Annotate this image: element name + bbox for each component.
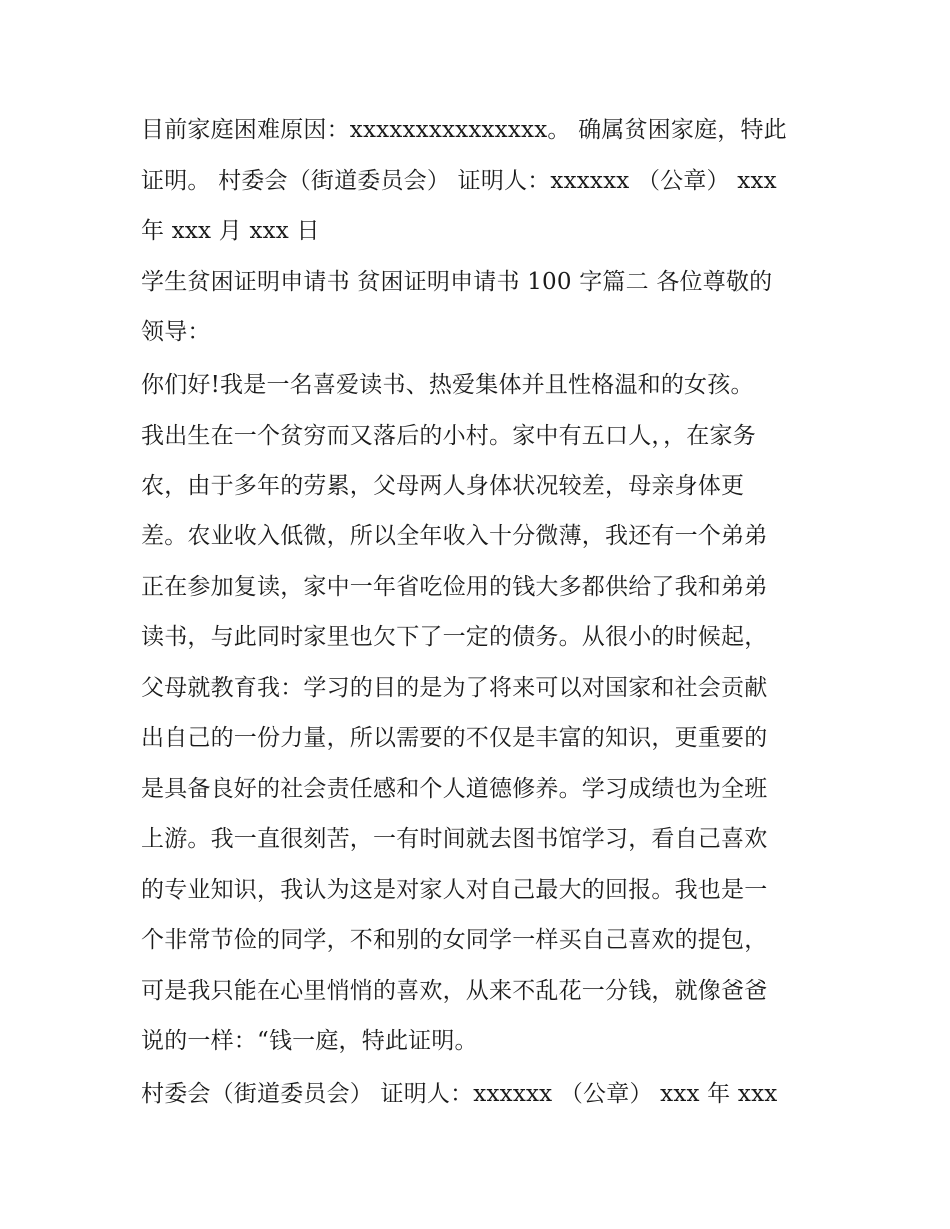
- text-line: 农，由于多年的劳累，父母两人身体状况较差，母亲身体更: [141, 473, 745, 499]
- text-line: 读书，与此同时家里也欠下了一定的债务。从很小的时候起，: [141, 624, 768, 650]
- text-line: 的专业知识，我认为这是对家人对自己最大的回报。我也是一: [141, 877, 768, 903]
- text-line: 村委会（街道委员会） 证明人：xxxxxx （公章） xxx 年 xxx: [141, 1081, 778, 1107]
- text-line: 个非常节俭的同学，不和别的女同学一样买自己喜欢的提包，: [141, 927, 768, 953]
- text-line: 父母就教育我：学习的目的是为了将来可以对国家和社会贡献: [141, 675, 768, 701]
- text-line: 可是我只能在心里悄悄的喜欢，从来不乱花一分钱，就像爸爸: [141, 978, 768, 1004]
- text-line: 领导：: [141, 319, 211, 345]
- text-line: 出自己的一份力量，所以需要的不仅是丰富的知识，更重要的: [141, 725, 768, 751]
- text-line: 目前家庭困难原因：xxxxxxxxxxxxxxx。 确属贫困家庭，特此: [141, 117, 787, 143]
- text-line: 差。农业收入低微，所以全年收入十分微薄，我还有一个弟弟: [141, 523, 768, 549]
- text-line: 上游。我一直很刻苦，一有时间就去图书馆学习，看自己喜欢: [141, 826, 768, 852]
- text-line: 年 xxx 月 xxx 日: [141, 218, 320, 244]
- text-line: 学生贫困证明申请书 贫困证明申请书 100 字篇二 各位尊敬的: [141, 269, 773, 295]
- text-line: 正在参加复读，家中一年省吃俭用的钱大多都供给了我和弟弟: [141, 574, 768, 600]
- text-line: 你们好!我是一名喜爱读书、热爱集体并且性格温和的女孩。: [141, 372, 754, 398]
- text-line: 说的一样：“钱一庭，特此证明。: [141, 1028, 478, 1054]
- text-line: 证明。 村委会（街道委员会） 证明人：xxxxxx （公章） xxx: [141, 168, 777, 194]
- text-line: 是具备良好的社会责任感和个人道德修养。学习成绩也为全班: [141, 776, 768, 802]
- text-line: 我出生在一个贫穷而又落后的小村。家中有五口人，，在家务: [141, 423, 756, 449]
